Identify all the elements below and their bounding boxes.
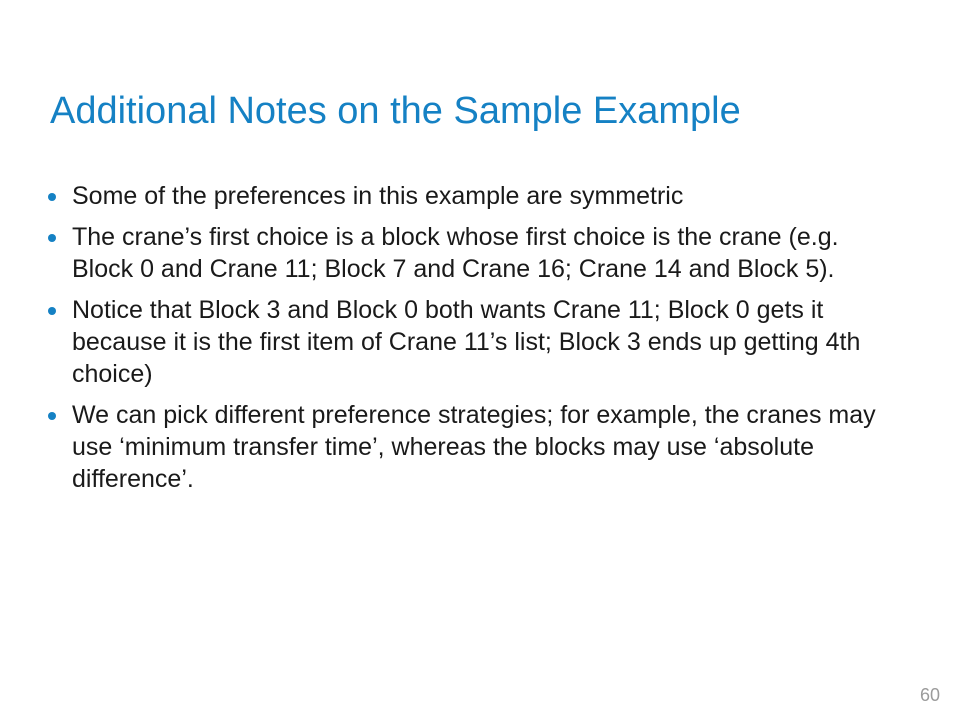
bullet-item bbox=[48, 180, 898, 212]
bullet-dot-icon bbox=[48, 307, 56, 315]
bullet-text: Notice that Block 3 and Block 0 both wants Crane 11; Block 0 gets it because it is the first item of Crane 11’s list; Block 3 ends up getting 4th choice) bbox=[72, 296, 861, 388]
bullet-text: Some of the preferences in this example are symmetric bbox=[72, 182, 684, 210]
bullet-item bbox=[48, 399, 898, 495]
page-number: 60 bbox=[919, 685, 940, 705]
bullet-list bbox=[48, 180, 898, 504]
bullet-text: The crane’s first choice is a block whose first choice is the crane (e.g. Block 0 and Crane 11; Block 7 and Crane 16; Crane 14 and Block 5). bbox=[72, 223, 839, 283]
slide-title: Additional Notes on the Sample Example bbox=[50, 90, 741, 132]
bullet-dot-icon bbox=[48, 193, 56, 201]
bullet-item bbox=[48, 221, 898, 285]
bullet-text: We can pick different preference strategies; for example, the cranes may use ‘minimum transfer time’, whereas the blocks may use ‘absolute difference’. bbox=[72, 401, 876, 493]
bullet-dot-icon bbox=[48, 234, 56, 242]
bullet-item bbox=[48, 294, 898, 390]
bullet-dot-icon bbox=[48, 412, 56, 420]
